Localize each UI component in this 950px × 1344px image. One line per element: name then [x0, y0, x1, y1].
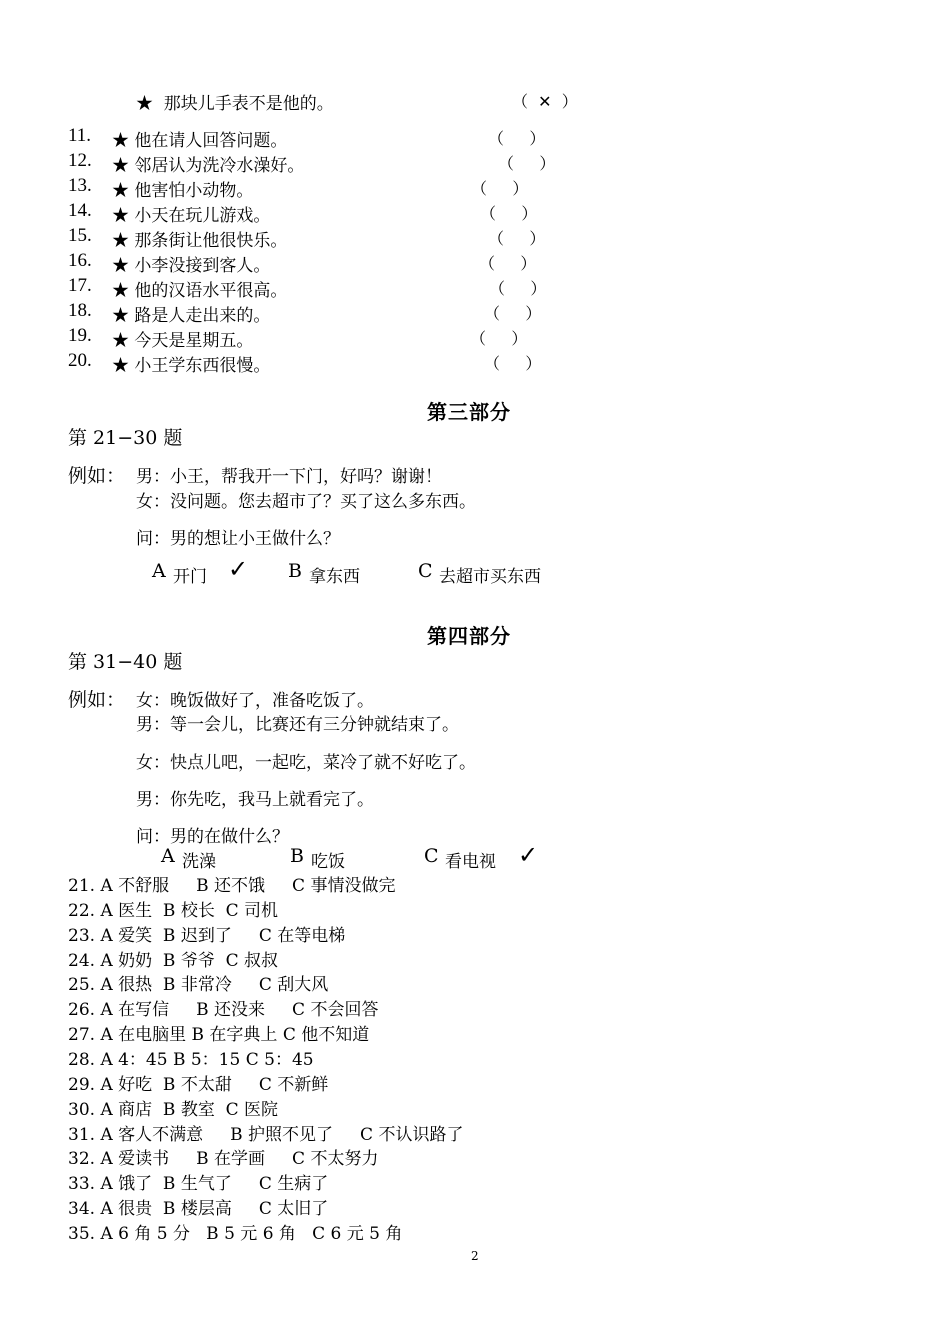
section-header-part4: 第四部分	[427, 624, 511, 648]
item-number: 15.	[68, 225, 92, 246]
example-label-part3: 例如：	[68, 465, 126, 487]
question-line: 问：男的在做什么？	[136, 827, 289, 847]
answer-paren: （ ）	[489, 279, 547, 298]
answer-option-row: 25. A 很热 B 非常冷 C 刮大风	[68, 975, 329, 996]
item-statement: ★ 路是人走出来的。	[112, 306, 271, 326]
answer-option-row: 35. A 6 角 5 分 B 5 元 6 角 C 6 元 5 角	[68, 1223, 403, 1244]
item-number: 17.	[68, 275, 92, 296]
item-statement: ★ 小天在玩儿游戏。	[112, 206, 271, 226]
answer-option-row: 28. A 4：45 B 5：15 C 5：45	[68, 1049, 314, 1070]
item-number: 11.	[68, 125, 92, 146]
item-statement: ★ 小李没接到客人。	[112, 256, 271, 276]
section-header-part3: 第三部分	[427, 400, 511, 424]
example-label-part4: 例如：	[68, 689, 126, 711]
dialogue-line: 女：快点儿吧，一起吃，菜冷了就不好吃了。	[136, 753, 476, 773]
option-b-text: 拿东西	[309, 567, 360, 587]
item-number: 19.	[68, 325, 92, 346]
option-c-text: 看电视	[445, 852, 496, 872]
option-c-letter: C	[418, 560, 433, 582]
answer-option-row: 22. A 医生 B 校长 C 司机	[68, 900, 279, 921]
answer-paren: （ ）	[488, 129, 546, 148]
item-statement: ★ 今天是星期五。	[112, 331, 254, 351]
answer-option-row: 31. A 客人不满意 B 护照不见了 C 不认识路了	[68, 1124, 464, 1145]
dialogue-line: 女：没问题。您去超市了？买了这么多东西。	[136, 492, 476, 512]
option-b-text: 吃饭	[311, 852, 345, 872]
option-a-letter: A	[161, 845, 175, 867]
answer-option-row: 32. A 爱读书 B 在学画 C 不太努力	[68, 1149, 379, 1170]
item-number: 16.	[68, 250, 92, 271]
option-a-text: 开门	[173, 567, 207, 587]
answer-option-row: 27. A 在电脑里 B 在字典上 C 他不知道	[68, 1025, 370, 1046]
item-statement: ★ 他的汉语水平很高。	[112, 281, 288, 301]
answer-paren: （ ）	[484, 304, 542, 323]
page-number: 2	[471, 1249, 479, 1263]
example-answer-paren: （ ✕ ）	[512, 92, 578, 111]
item-statement: ★ 那条街让他很快乐。	[112, 231, 288, 251]
answer-option-row: 23. A 爱笑 B 迟到了 C 在等电梯	[68, 925, 346, 946]
answer-option-row: 26. A 在写信 B 还没来 C 不会回答	[68, 1000, 379, 1021]
question-range-part4: 第 31−40 题	[68, 651, 183, 673]
item-number: 20.	[68, 350, 92, 371]
dialogue-line: 女：晚饭做好了，准备吃饭了。	[136, 691, 374, 711]
item-number: 13.	[68, 175, 92, 196]
answer-paren: （ ）	[480, 204, 538, 223]
item-statement: ★ 小王学东西很慢。	[112, 356, 271, 376]
check-mark-icon: ✓	[518, 841, 539, 869]
answer-option-row: 24. A 奶奶 B 爷爷 C 叔叔	[68, 950, 279, 971]
example-statement: ★ 那块儿手表不是他的。	[136, 94, 334, 114]
option-a-letter: A	[152, 560, 166, 582]
option-c-text: 去超市买东西	[439, 567, 541, 587]
item-number: 12.	[68, 150, 92, 171]
answer-option-row: 33. A 饿了 B 生气了 C 生病了	[68, 1174, 329, 1195]
item-statement: ★ 他在请人回答问题。	[112, 131, 288, 151]
dialogue-line: 男：小王，帮我开一下门，好吗？谢谢！	[136, 467, 442, 487]
option-a-text: 洗澡	[182, 852, 216, 872]
option-b-letter: B	[290, 845, 304, 867]
answer-option-row: 21. A 不舒服 B 还不饿 C 事情没做完	[68, 876, 396, 896]
answer-option-row: 34. A 很贵 B 楼层高 C 太旧了	[68, 1199, 329, 1220]
answer-option-row: 29. A 好吃 B 不太甜 C 不新鲜	[68, 1074, 329, 1095]
answer-option-row: 30. A 商店 B 教室 C 医院	[68, 1099, 279, 1120]
answer-paren: （ ）	[479, 254, 537, 273]
option-b-letter: B	[288, 560, 302, 582]
check-mark-icon: ✓	[228, 555, 249, 583]
question-range-part3: 第 21−30 题	[68, 427, 183, 449]
answer-paren: （ ）	[470, 329, 528, 348]
item-number: 18.	[68, 300, 92, 321]
answer-paren: （ ）	[484, 354, 542, 373]
item-number: 14.	[68, 200, 92, 221]
item-statement: ★ 邻居认为洗冷水澡好。	[112, 156, 305, 176]
dialogue-line: 男：你先吃，我马上就看完了。	[136, 790, 374, 810]
answer-paren: （ ）	[471, 179, 529, 198]
answer-paren: （ ）	[488, 229, 546, 248]
question-line: 问：男的想让小王做什么？	[136, 529, 340, 549]
dialogue-line: 男：等一会儿，比赛还有三分钟就结束了。	[136, 715, 459, 735]
item-statement: ★ 他害怕小动物。	[112, 181, 254, 201]
option-c-letter: C	[424, 845, 439, 867]
answer-paren: （ ）	[498, 154, 556, 173]
